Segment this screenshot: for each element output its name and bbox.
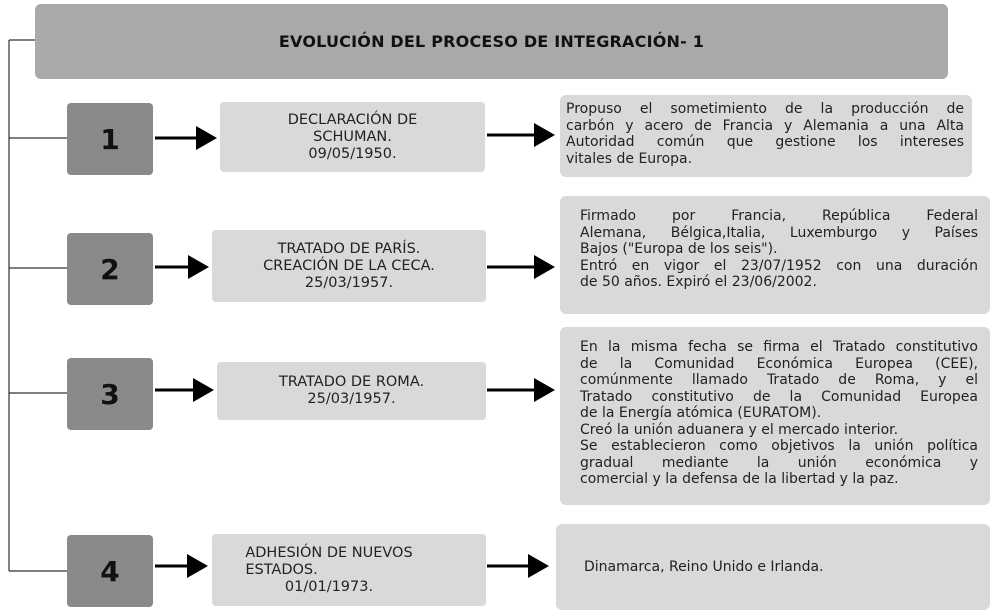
description-line: Bajos ("Europa de los seis").: [580, 241, 778, 257]
step-number-2: 2: [100, 252, 120, 286]
event-line: SCHUMAN.: [313, 128, 392, 145]
step-number-box-1: [67, 103, 153, 175]
event-line: ADHESIÓN DE NUEVOS: [245, 544, 413, 561]
description-line: Se establecieron como objetivos la unión política: [580, 438, 978, 454]
diagram-title: EVOLUCIÓN DEL PROCESO DE INTEGRACIÓN- 1: [278, 32, 705, 51]
event-line: 25/03/1957.: [307, 391, 396, 407]
description-line: Autoridad común que gestione los intereses: [566, 134, 964, 150]
description-line: gradual mediante la unión económica y: [580, 454, 978, 471]
description-box-1: [560, 95, 972, 177]
description-line: En la misma fecha se firma el Tratado constitutivo: [580, 339, 978, 355]
step-number-box-4: [67, 535, 153, 607]
description-box-2: [560, 196, 990, 314]
description-line: Alemana, Bélgica,Italia, Luxemburgo y Países: [580, 224, 978, 241]
event-line: CREACIÓN DE LA CECA.: [263, 257, 435, 274]
description-line: Entró en vigor el 23/07/1952 con una duración: [580, 257, 978, 274]
event-box-2: [212, 230, 486, 302]
event-box-1: [220, 102, 485, 172]
event-box-4: [212, 534, 486, 606]
description-line: de 50 años. Expiró el 23/06/2002.: [580, 274, 817, 290]
step-number-3: 3: [100, 377, 120, 411]
description-line: de la Comunidad Económica Europea (CEE),: [580, 355, 978, 372]
description-line: Creó la unión aduanera y el mercado interior.: [580, 421, 899, 438]
event-line: DECLARACIÓN DE: [287, 111, 418, 128]
diagram-header: [35, 4, 948, 79]
description-line: Firmado por Francia, República Federal: [580, 208, 978, 224]
step-number-4: 4: [100, 554, 120, 588]
description-line: comúnmente llamado Tratado de Roma, y el: [580, 372, 978, 388]
event-line: 01/01/1973.: [284, 578, 374, 595]
description-line: comercial y la defensa de la libertad y la paz.: [580, 471, 899, 487]
step-number-box-2: [67, 233, 153, 305]
description-box-3: [560, 327, 990, 505]
description-box-4: [556, 524, 990, 610]
description-line: Dinamarca, Reino Unido e Irlanda.: [584, 558, 824, 575]
description-line: carbón y acero de Francia y Alemania a una Alta: [566, 117, 964, 134]
step-number-1: 1: [100, 122, 120, 156]
description-line: vitales de Europa.: [566, 150, 693, 167]
event-line: 25/03/1957.: [304, 274, 394, 291]
event-line: ESTADOS.: [245, 561, 318, 578]
event-line: 09/05/1950.: [308, 145, 397, 162]
description-line: de la Energía atómica (EURATOM).: [580, 405, 822, 421]
event-box-3: [217, 362, 486, 420]
event-line: TRATADO DE PARÍS.: [277, 240, 421, 257]
step-number-box-3: [67, 358, 153, 430]
description-line: Propuso el sometimiento de la producción de: [566, 101, 964, 117]
event-line: TRATADO DE ROMA.: [278, 374, 425, 390]
description-line: Tratado constitutivo de la Comunidad Europea: [580, 388, 978, 405]
